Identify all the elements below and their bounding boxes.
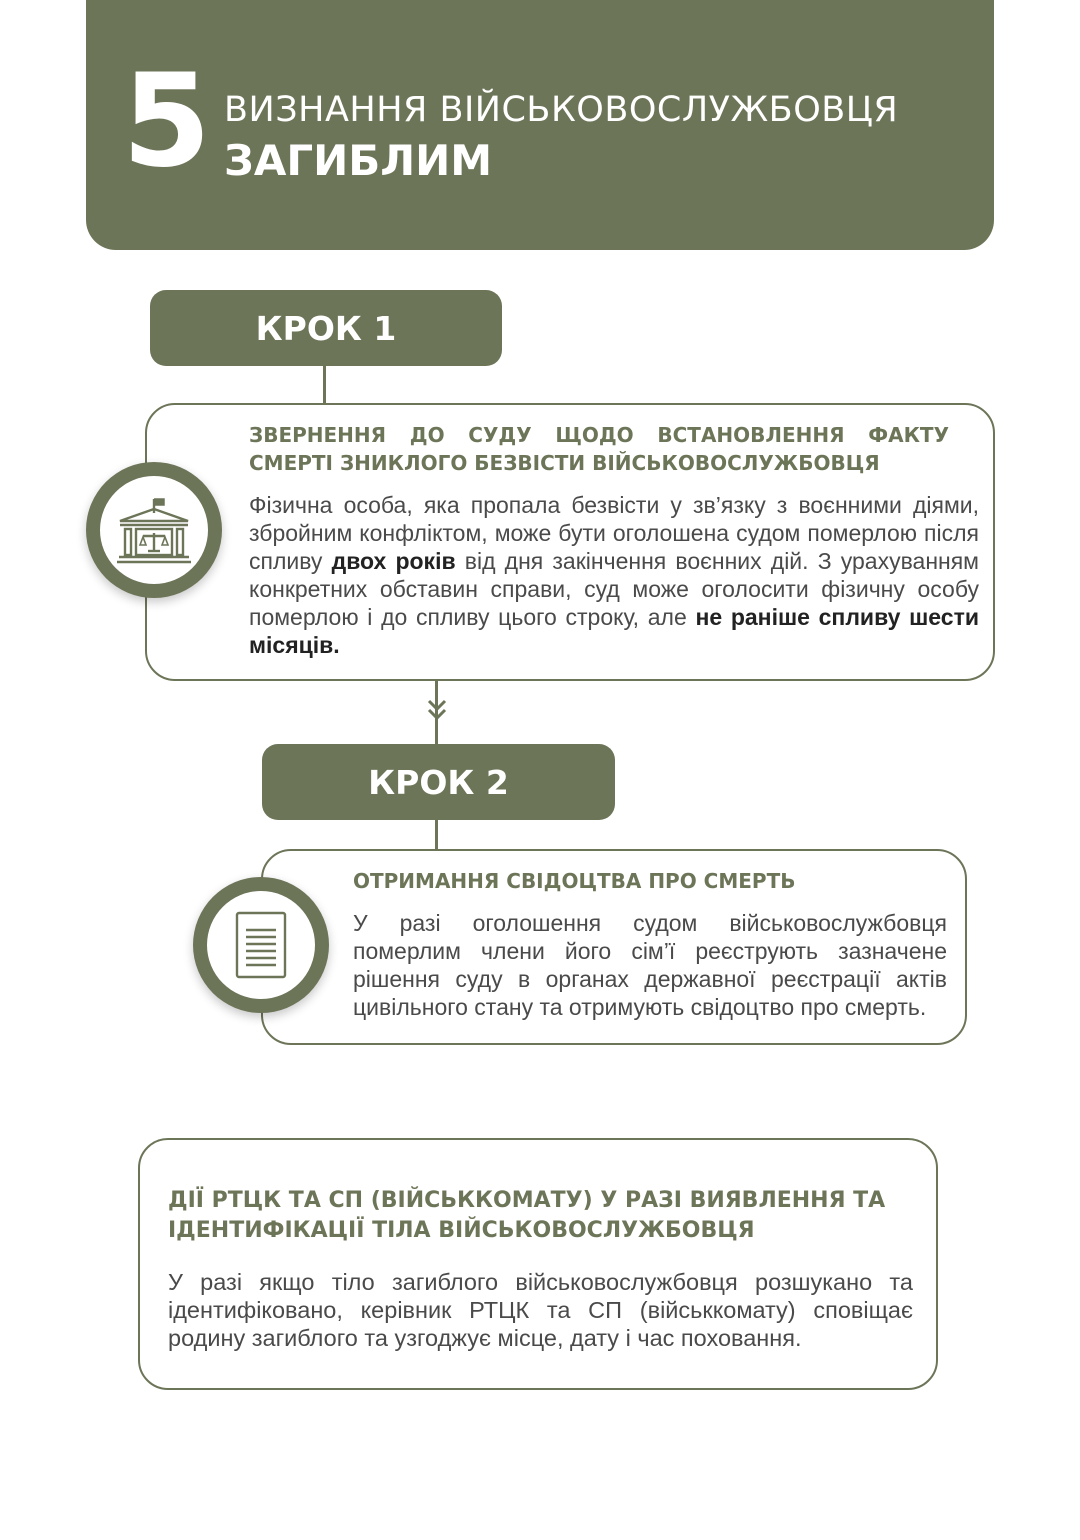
step1-body-part2: від дня закінчення воєнних дій. З урахуванням конкретних обставин справи, суд може оголосити фізичну особу померлою і до спливу цього строку, але: [249, 548, 979, 630]
chevron-double-down-icon: [426, 698, 448, 724]
info-card: [138, 1138, 938, 1390]
step2-heading: ОТРИМАННЯ СВІДОЦТВА ПРО СМЕРТЬ: [353, 869, 796, 893]
courthouse-icon: [116, 495, 192, 565]
step1-heading: ЗВЕРНЕННЯ ДО СУДУ ЩОДО ВСТАНОВЛЕННЯ ФАКТУ СМЕРТІ ЗНИКЛОГО БЕЗВІСТИ ВІЙСЬКОВОСЛУЖБОВЦЯ: [249, 423, 949, 475]
step1-card: [145, 403, 995, 681]
document-icon: [233, 910, 289, 980]
step1-body-bold2: не раніше спливу шести місяців.: [249, 604, 979, 658]
section-title-line1: ВИЗНАННЯ ВІЙСЬКОВОСЛУЖБОВЦЯ: [224, 90, 899, 130]
step2-body: У разі оголошення судом військовослужбовця померлим члени його сім’ї реєструють зазначене рішення суду в органах державної реєстрації актів цивільного стану та отримують свідоцтво про смерть.: [353, 910, 947, 1020]
info-heading: ДІЇ РТЦК ТА СП (ВІЙСЬККОМАТУ) У РАЗІ ВИЯВЛЕННЯ ТА ІДЕНТИФІКАЦІЇ ТІЛА ВІЙСЬКОВОСЛУЖБОВЦЯ: [168, 1188, 886, 1243]
step2-icon-badge: [193, 877, 329, 1013]
step2-label: КРОК 2: [262, 744, 615, 820]
section-title-line2: ЗАГИБЛИМ: [224, 136, 493, 185]
step1-body-bold1: двох років: [331, 548, 456, 574]
info-body: У разі якщо тіло загиблого військовослужбовця розшукано та ідентифіковано, керівник РТЦК та СП (військкомату) сповіщає родину загиблого та узгоджує місце, дату і час поховання.: [168, 1269, 913, 1351]
step1-body-part1: Фізична особа, яка пропала безвісти у зв’язку з воєнними діями, збройним конфліктом, може бути оголошена судом померлою після спливу: [249, 492, 979, 574]
section-number: 5: [122, 47, 212, 196]
header-banner: [86, 0, 994, 250]
step2-card: [261, 849, 967, 1045]
step1-icon-badge: [86, 462, 222, 598]
step1-label: КРОК 1: [150, 290, 502, 366]
step1-connector: [323, 366, 326, 404]
step2-connector: [435, 820, 438, 850]
step1-body: [249, 491, 979, 659]
